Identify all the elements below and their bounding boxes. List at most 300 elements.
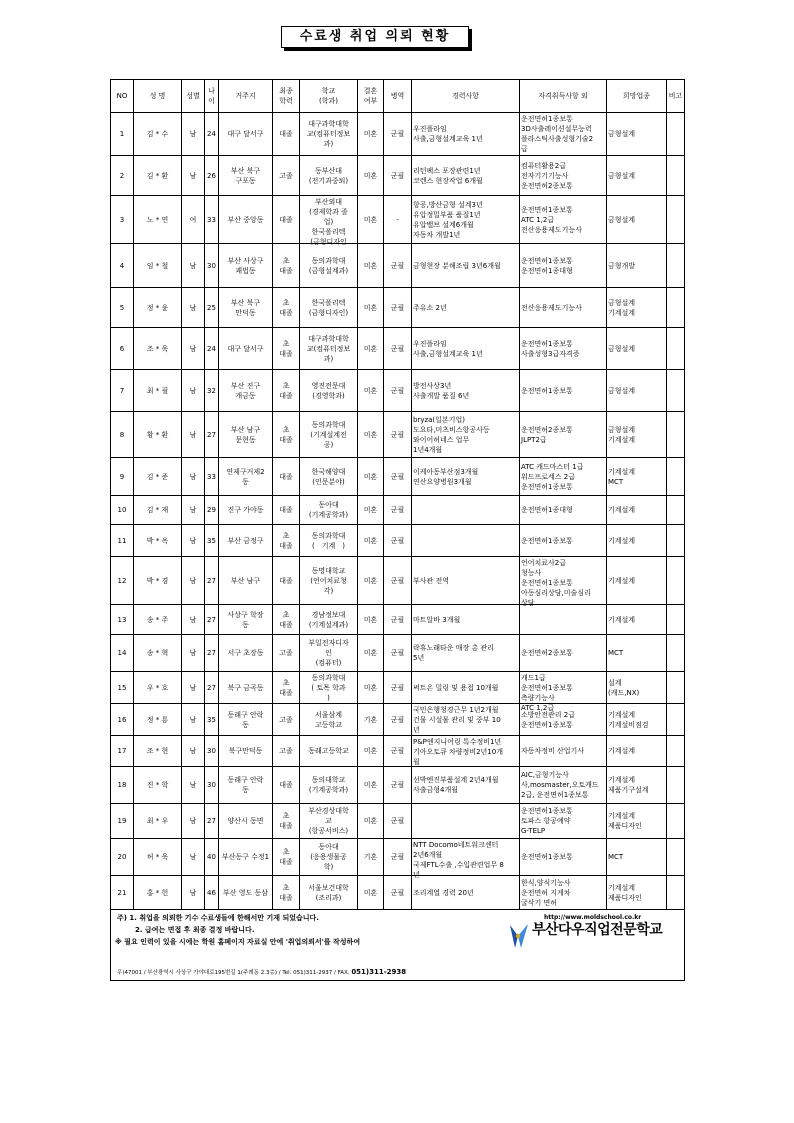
cell-school-text: 영진전문대 (경영학과) <box>311 381 346 400</box>
cell-military <box>384 736 412 767</box>
cell-certs-text: 운전면허1종보통 3D사출레이션설무능력 플라스틱사출성형기술2 급 <box>521 115 594 153</box>
cell-note <box>667 288 685 328</box>
cell-hope-text: 기계설계 제품디자인 <box>608 883 642 902</box>
cell-no <box>111 557 134 605</box>
cell-school-text: 부산외대 (경제학과 졸 업) 한국폴리텍 (금형디자인 <box>309 197 348 246</box>
cell-military-text: 군필 <box>390 683 405 692</box>
cell-career <box>412 839 520 879</box>
cell-married-text: 미혼 <box>363 888 378 897</box>
cell-sex-text: 남 <box>189 171 197 180</box>
cell-address <box>219 767 273 804</box>
cell-hope-text: 기계설계 <box>608 506 636 514</box>
col-age: 나이 <box>205 80 219 113</box>
cell-name <box>134 412 182 458</box>
cell-school <box>300 113 358 156</box>
cell-age <box>205 370 219 412</box>
cell-age <box>205 605 219 635</box>
cell-school-text: 동의과학대 ( 토목 학과 ) <box>311 673 346 702</box>
cell-hope-text: 기계설계 제품디자인 <box>608 812 642 830</box>
cell-hope <box>607 458 667 496</box>
cell-married <box>358 704 384 736</box>
cell-career-text: 부사관 전역 <box>413 576 450 585</box>
cell-career <box>412 458 520 496</box>
school-address <box>117 967 406 978</box>
cell-edu <box>273 767 300 804</box>
cell-name <box>134 244 182 288</box>
cell-married <box>358 839 384 876</box>
cell-edu-text: 대졸 <box>279 781 293 789</box>
cell-military-text: 군필 <box>390 853 405 861</box>
cell-career <box>412 288 520 328</box>
cell-address-text: 부산동구 수정1 <box>221 853 270 861</box>
cell-hope-text: 기계설계 기계설비점검 <box>608 710 649 729</box>
cell-name-text: 조 * 욱 <box>146 344 169 353</box>
cell-name <box>134 672 182 704</box>
cell-edu-text: 고졸 <box>279 649 293 657</box>
cell-certs <box>520 156 607 196</box>
cell-married <box>358 496 384 525</box>
cell-married <box>358 635 384 672</box>
cell-sex-text: 남 <box>189 303 197 312</box>
cell-address-text: 부산 남구 문현동 <box>230 425 261 444</box>
school-logo-icon <box>506 922 532 950</box>
cell-note <box>667 244 685 288</box>
cell-no <box>111 876 134 910</box>
cell-address-text: 부산 진구 개금동 <box>230 381 261 400</box>
cell-no-text: 14 <box>117 649 127 657</box>
cell-sex <box>182 496 205 525</box>
cell-married <box>358 196 384 244</box>
cell-edu <box>273 876 300 910</box>
cell-name-text: 정 * 룡 <box>146 715 169 724</box>
cell-sex-text: 남 <box>189 747 197 755</box>
cell-address-text: 동래구 안락 동 <box>227 776 264 794</box>
cell-career-text: P&P엔지니어링 특수정비1년 기아오토큐 차량정비2년10개 월 <box>413 737 503 766</box>
cell-military <box>384 876 412 910</box>
cell-sex <box>182 288 205 328</box>
cell-edu-text: 초 대졸 <box>279 610 293 629</box>
cell-certs <box>520 839 607 876</box>
cell-school-text: 동아대 (기계공학과) <box>308 501 349 519</box>
cell-hope <box>607 156 667 196</box>
cell-certs <box>520 458 607 496</box>
cell-hope-text: 기계설계 <box>608 615 636 624</box>
cell-career <box>412 635 520 672</box>
cell-edu-text: 고졸 <box>279 171 293 180</box>
cell-age <box>205 113 219 156</box>
table-row <box>111 736 685 767</box>
cell-name-text: 노 * 연 <box>146 215 169 224</box>
cell-hope-text: MCT <box>608 649 624 657</box>
cell-edu-text: 초 대졸 <box>279 256 293 275</box>
cell-address <box>219 876 273 910</box>
cell-age-text: 32 <box>207 386 216 395</box>
cell-age <box>205 736 219 767</box>
address-text: 우)47001 / 부산광역시 사상구 가야대로195번길 1(주례동 2.3층) / Tel. 051)311-2937 / FAX. <box>117 970 352 976</box>
cell-military-text: 군필 <box>390 303 405 312</box>
cell-certs-text: 소방안전관리 2급 운전면허1종보통 <box>521 710 576 729</box>
cell-age <box>205 557 219 605</box>
cell-sex-text: 남 <box>189 888 197 897</box>
cell-age-text: 30 <box>207 781 216 789</box>
cell-sex-text: 남 <box>189 781 197 789</box>
cell-military <box>384 328 412 370</box>
cell-military <box>384 672 412 704</box>
cell-no <box>111 767 134 804</box>
cell-career <box>412 412 520 458</box>
cell-name <box>134 557 182 605</box>
col-sex: 성별 <box>182 80 205 113</box>
cell-military <box>384 557 412 605</box>
cell-name <box>134 605 182 635</box>
cell-school <box>300 876 358 910</box>
cell-sex <box>182 736 205 767</box>
cell-military-text: 군필 <box>390 130 405 138</box>
cell-certs-text: 운전면허1종보통 운전면허1종대형 <box>521 256 573 275</box>
cell-no-text: 9 <box>119 472 125 481</box>
cell-edu-text: 대졸 <box>279 472 293 481</box>
cell-military <box>384 767 412 804</box>
cell-note <box>667 635 685 672</box>
cell-certs <box>520 196 607 244</box>
cell-age-text: 46 <box>207 888 216 897</box>
cell-military-text: - <box>396 215 399 224</box>
cell-age <box>205 244 219 288</box>
cell-edu <box>273 736 300 767</box>
cell-military-text: 군필 <box>390 472 405 481</box>
cell-name-text: 최 * 우 <box>146 817 169 825</box>
cell-edu-text: 대졸 <box>279 506 293 514</box>
cell-married-text: 미혼 <box>363 386 378 395</box>
cell-edu <box>273 839 300 876</box>
cell-certs-text: AIC,금형기능사 사,mosmaster,오토캐드 2급, 운전면허1종보통 <box>521 771 599 799</box>
cell-sex <box>182 672 205 704</box>
cell-school-text: 동의과학대 ( 기계 ) <box>311 531 346 550</box>
cell-career-text: 조리계열 경력 20년 <box>413 888 474 897</box>
cell-school-text: 동명대학교 (언어치료청 각) <box>310 566 347 595</box>
cell-edu-text: 대졸 <box>279 576 293 585</box>
cell-address-text: 사상구 학장 동 <box>227 610 264 629</box>
cell-school <box>300 767 358 804</box>
cell-career-text: 우진플라임 사출,금형설계교육 1년 <box>413 125 483 143</box>
cell-address-text: 대구 달서구 <box>227 130 264 138</box>
cell-sex-text: 여 <box>189 215 197 224</box>
cell-address-text: 서구 초장동 <box>227 649 264 657</box>
cell-school <box>300 496 358 525</box>
cell-school-text: 부산경상대학 교 (항공서비스) <box>308 807 349 835</box>
cell-name <box>134 458 182 496</box>
cell-edu-text: 초 대졸 <box>279 883 293 902</box>
cell-married-text: 미혼 <box>363 683 378 692</box>
cell-no <box>111 370 134 412</box>
cell-name-text: 김 * 환 <box>146 171 169 180</box>
cell-sex <box>182 876 205 910</box>
cell-military-text: 군필 <box>390 261 405 270</box>
cell-name-text: 김 * 재 <box>146 506 169 514</box>
cell-age-text: 35 <box>207 536 216 545</box>
cell-address-text: 부산 사상구 괘법동 <box>227 256 264 275</box>
cell-certs <box>520 876 607 910</box>
cell-edu <box>273 635 300 672</box>
cell-edu <box>273 288 300 328</box>
school-name: 부산다우직업전문학교 <box>532 922 663 938</box>
cell-sex-text: 남 <box>189 853 197 861</box>
cell-note <box>667 736 685 767</box>
cell-certs <box>520 288 607 328</box>
cell-sex <box>182 804 205 839</box>
cell-no <box>111 288 134 328</box>
cell-married-text: 미혼 <box>363 649 378 657</box>
cell-age <box>205 156 219 196</box>
cell-no <box>111 113 134 156</box>
cell-note <box>667 370 685 412</box>
cell-no-text: 3 <box>119 215 125 224</box>
cell-certs-text: 운전면허1종보통 사출성형3급자격증 <box>521 339 580 358</box>
col-name: 성 명 <box>134 80 182 113</box>
footer-area <box>111 910 685 981</box>
cell-hope-text: 설계 (캐드,NX) <box>608 678 640 697</box>
table-row <box>111 156 685 196</box>
cell-name <box>134 496 182 525</box>
cell-address <box>219 635 273 672</box>
cell-school-text: 서울보건대학 (조리과) <box>308 883 349 902</box>
cell-career-text: bryza(일본기업) 도요타,미츠비스항공사등 와이어허네스 업무 1년4개월 <box>413 415 490 454</box>
cell-certs-text: ATC 캐드마스터 1급 워드프로세스 2급 운전면허1종보통 <box>521 462 584 491</box>
cell-sex-text: 남 <box>189 344 197 353</box>
cell-military-text: 군필 <box>390 888 405 897</box>
cell-hope <box>607 736 667 767</box>
cell-sex-text: 남 <box>189 261 197 270</box>
cell-certs-text: 운전면허2종보통 <box>521 649 573 657</box>
cell-edu-text: 대졸 <box>279 215 293 224</box>
cell-military <box>384 458 412 496</box>
cell-address <box>219 244 273 288</box>
cell-married <box>358 458 384 496</box>
table-row <box>111 839 685 876</box>
cell-no <box>111 839 134 876</box>
cell-school <box>300 244 358 288</box>
cell-certs <box>520 605 607 635</box>
cell-age-text: 33 <box>207 472 216 481</box>
cell-name <box>134 113 182 156</box>
cell-age <box>205 288 219 328</box>
cell-sex-text: 남 <box>189 817 197 825</box>
cell-name <box>134 525 182 557</box>
cell-certs-text: 운전면허1종보통 토파스 항공예약 G-TELP <box>521 807 573 835</box>
cell-no <box>111 804 134 839</box>
cell-hope <box>607 412 667 458</box>
footer-note-2: 2. 급여는 면접 후 최종 결정 바랍니다. <box>135 926 255 934</box>
cell-edu <box>273 672 300 704</box>
cell-address-text: 부산 금정구 <box>227 536 264 545</box>
cell-career-text: 우진플라임 사출,금형설계교육 1년 <box>413 339 483 358</box>
cell-no-text: 12 <box>117 576 127 585</box>
cell-sex-text: 남 <box>189 472 197 481</box>
cell-career-text: 국민은행청경근무 1년2개월 건물 시설물 관리 및 중부 10 년 <box>413 705 501 734</box>
cell-career <box>412 196 520 244</box>
table-row <box>111 328 685 370</box>
cell-age-text: 30 <box>207 261 216 270</box>
table-row <box>111 458 685 496</box>
cell-certs <box>520 767 607 804</box>
cell-hope <box>607 525 667 557</box>
cell-address <box>219 704 273 736</box>
cell-name-text: 최 * 필 <box>146 386 169 395</box>
cell-no <box>111 635 134 672</box>
cell-married-text: 미혼 <box>363 506 378 514</box>
cell-certs <box>520 557 607 605</box>
cell-hope <box>607 767 667 804</box>
cell-sex-text: 남 <box>189 536 197 545</box>
cell-address-text: 동래구 안락 동 <box>227 710 264 729</box>
cell-married-text: 미혼 <box>363 472 378 481</box>
cell-age <box>205 672 219 704</box>
cell-hope <box>607 672 667 704</box>
cell-school <box>300 605 358 635</box>
cell-military-text: 군필 <box>390 649 405 657</box>
cell-note <box>667 804 685 839</box>
cell-no-text: 15 <box>117 683 127 692</box>
cell-address <box>219 196 273 244</box>
school-url[interactable]: http://www.moldschool.co.kr <box>544 914 642 921</box>
cell-age <box>205 328 219 370</box>
cell-military <box>384 370 412 412</box>
cell-certs <box>520 804 607 839</box>
cell-military <box>384 804 412 839</box>
cell-married-text: 미혼 <box>363 781 378 789</box>
cell-certs-text: 운전면허1종보통 <box>521 853 573 861</box>
cell-career-text: NTT Docomo네트워크센터 2년6개월 국제FTL수출 ,수입관련업무 8 년 <box>413 840 504 879</box>
cell-certs-text: 운전면허1종보통 <box>521 536 573 545</box>
cell-edu <box>273 113 300 156</box>
cell-edu-text: 대졸 <box>279 130 293 138</box>
table-row <box>111 113 685 156</box>
cell-military <box>384 605 412 635</box>
cell-hope <box>607 370 667 412</box>
cell-address-text: 진구 가야동 <box>227 506 264 514</box>
cell-school <box>300 672 358 704</box>
cell-note <box>667 767 685 804</box>
cell-military <box>384 156 412 196</box>
cell-military-text: 군필 <box>390 171 405 180</box>
cell-edu-text: 고졸 <box>279 747 293 755</box>
cell-career <box>412 736 520 767</box>
cell-military-text: 군필 <box>390 576 405 585</box>
cell-hope <box>607 196 667 244</box>
cell-address <box>219 496 273 525</box>
cell-military-text: 군필 <box>390 615 405 624</box>
cell-name-text: 김 * 수 <box>146 130 169 138</box>
cell-address-text: 부산 중앙동 <box>227 215 264 224</box>
cell-age <box>205 839 219 876</box>
cell-age-text: 27 <box>207 649 216 657</box>
cell-married <box>358 113 384 156</box>
cell-address <box>219 328 273 370</box>
cell-sex-text: 남 <box>189 649 197 657</box>
table-row <box>111 672 685 704</box>
cell-hope <box>607 496 667 525</box>
cell-age <box>205 496 219 525</box>
cell-address <box>219 672 273 704</box>
cell-sex <box>182 458 205 496</box>
cell-career-text: 써트온 밀링 및 용접 10개월 <box>413 683 499 692</box>
cell-name-text: 김 * 준 <box>146 472 169 481</box>
cell-school-text: 동의과학대 (금형설계과) <box>308 256 349 275</box>
footer-note-1: 주) 1. 취업을 의뢰한 기수 수료생들에 한해서만 기재 되었습니다. <box>117 914 319 922</box>
col-married: 결혼 여부 <box>358 80 384 113</box>
table-row <box>111 496 685 525</box>
cell-name-text: 허 * 욱 <box>146 853 169 861</box>
cell-edu <box>273 412 300 458</box>
cell-certs-text: 운전면허1종대형 <box>521 506 573 514</box>
cell-age <box>205 412 219 458</box>
cell-name-text: 홍 * 헌 <box>146 888 169 897</box>
cell-career <box>412 113 520 156</box>
col-note: 비고 <box>667 80 685 113</box>
cell-edu-text: 초 대졸 <box>279 298 293 317</box>
table-row <box>111 704 685 736</box>
cell-hope <box>607 635 667 672</box>
cell-hope-text: 금형개발 <box>608 261 636 270</box>
cell-married <box>358 672 384 704</box>
cell-no <box>111 525 134 557</box>
cell-edu <box>273 370 300 412</box>
cell-no-text: 21 <box>117 888 127 897</box>
cell-certs-text: 전산응용제도기능사 <box>521 303 582 312</box>
cell-address <box>219 557 273 605</box>
cell-no <box>111 704 134 736</box>
cell-no-text: 2 <box>119 171 125 180</box>
cell-name-text: 정 * 윤 <box>146 303 169 312</box>
cell-sex <box>182 605 205 635</box>
cell-career <box>412 876 520 910</box>
cell-address <box>219 288 273 328</box>
cell-hope <box>607 876 667 910</box>
cell-military <box>384 635 412 672</box>
cell-hope-text: 금형설계 <box>608 344 636 353</box>
cell-hope <box>607 839 667 876</box>
cell-address-text: 부산 남구 <box>230 576 261 585</box>
cell-note <box>667 839 685 876</box>
cell-military <box>384 496 412 525</box>
cell-hope-text: 기계설계 <box>608 747 636 755</box>
cell-edu <box>273 156 300 196</box>
cell-hope-text: 금형설계 기계설계 <box>608 425 636 444</box>
cell-no-text: 11 <box>117 536 127 545</box>
cell-certs <box>520 672 607 712</box>
table-row <box>111 605 685 635</box>
cell-edu <box>273 244 300 288</box>
cell-career-text: 선박엔진부품설계 2년4개월 사출금형4개월 <box>413 776 499 794</box>
cell-certs-text: 운전면허2종보통 JLPT2급 <box>521 425 573 444</box>
cell-address-text: 양산시 동면 <box>227 817 264 825</box>
cell-hope <box>607 113 667 156</box>
cell-name-text: 조 * 현 <box>146 747 169 755</box>
cell-address-text: 부산 영도 동삼 <box>222 888 269 897</box>
cell-address <box>219 370 273 412</box>
cell-sex <box>182 839 205 876</box>
cell-hope <box>607 557 667 605</box>
cell-name <box>134 196 182 244</box>
cell-career <box>412 496 520 525</box>
cell-certs-text: 캐드1급 운전면허1종보통 측량기능사 ATC 1,2급 <box>521 673 573 712</box>
cell-note <box>667 672 685 704</box>
cell-age <box>205 458 219 496</box>
cell-military-text: 군필 <box>390 781 405 789</box>
cell-no <box>111 458 134 496</box>
cell-sex-text: 남 <box>189 615 197 624</box>
table-row <box>111 244 685 288</box>
